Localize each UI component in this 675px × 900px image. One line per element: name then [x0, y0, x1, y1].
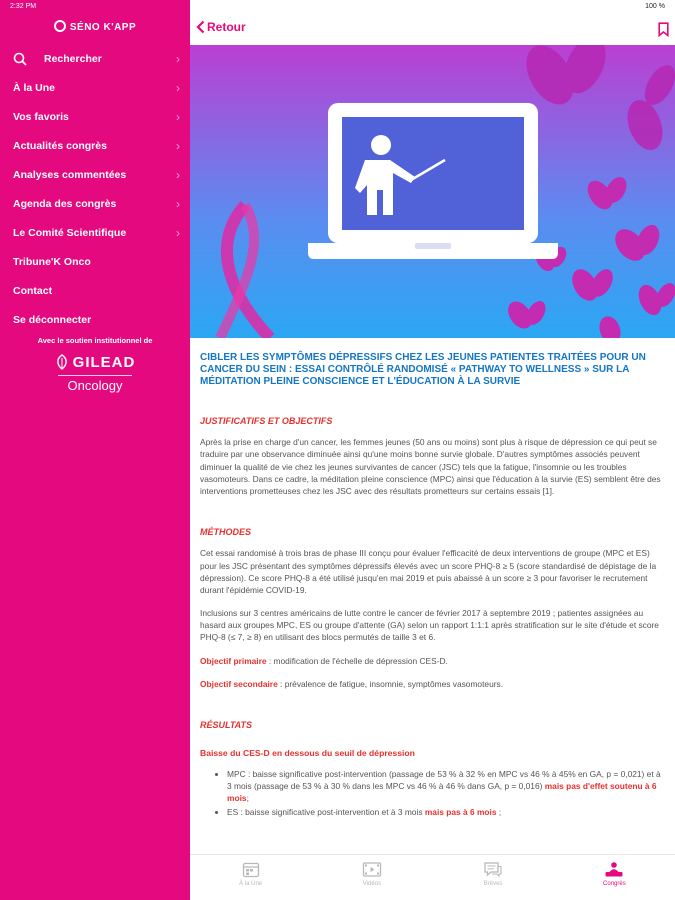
chevron-left-icon	[196, 20, 205, 34]
tab-congres[interactable]	[554, 855, 675, 900]
sidebar-item-analyses[interactable]	[0, 161, 190, 190]
tab-label: Congrès	[603, 881, 626, 887]
bullet-end: ;	[246, 793, 249, 804]
chevron-right-icon: ›	[176, 197, 180, 211]
sidebar-item-label: Tribune'K Onco	[13, 256, 91, 268]
chevron-right-icon: ›	[176, 168, 180, 182]
paragraph-methodes-1: Cet essai randomisé à trois bras de phase III conçu pour évaluer l'efficacité de deux interventions de groupe (MPC et ES) pour les JSC présentant des symptômes dépressifs élevés avec un score PHQ-8 ≥ 5 (score standardisé de dépistage de la dépression). Ce score PHQ-8 a été utilisé jusqu'en mai 2019 et puis abaissé à un score ≥ 3 pour favoriser le recrutement durant l'épidémie COVID-19.	[200, 548, 657, 596]
sidebar-item-tribune[interactable]	[0, 248, 190, 277]
support-text: Avec le soutien institutionnel de	[37, 336, 153, 345]
section-title-resultats: RÉSULTATS	[200, 719, 252, 730]
sidebar-menu	[0, 45, 190, 335]
bullet-text: MPC : baisse significative post-intervention (passage de 53 % à 32 % en MPC vs 46 % à 45% en GA, p = 0,021) et à 3 mois (passage de 53 % à 30 % dans les MPC vs 46 % à 46 % dans GA, p = 0,016)	[227, 768, 661, 791]
tab-label: Vidéos	[362, 881, 381, 887]
objective-secondary	[200, 678, 665, 690]
sidebar-item-label: Contact	[13, 285, 53, 297]
list-item	[227, 768, 665, 805]
sidebar-item-label: À la Une	[13, 82, 56, 94]
video-icon	[362, 861, 382, 878]
bullet-end: ;	[496, 807, 502, 818]
tab-videos[interactable]	[311, 855, 432, 900]
search-icon	[13, 52, 27, 66]
sidebar-item-logout[interactable]	[0, 306, 190, 335]
sidebar-item-label: Actualités congrès	[13, 140, 107, 152]
objective-secondary-label: Objectif secondaire	[200, 678, 278, 689]
status-battery: 100 %	[645, 3, 665, 10]
chevron-right-icon: ›	[176, 139, 180, 153]
chevron-right-icon: ›	[176, 110, 180, 124]
section-title-methodes: MÉTHODES	[200, 527, 252, 538]
paragraph-justifications: Après la prise en charge d'un cancer, les femmes jeunes (50 ans ou moins) sont plus à risque de dépression ce qui peut se traduire par une observance diminuée ainsi qu'une moins bonne survie globale. D'autres symptômes associés peuvent diminuer la qualité de vie chez les jeunes survivantes de cancer (JSC) tels que la fatigue, l'insomnie ou les troubles vasomoteurs. Dans ce cadre, la méditation pleine conscience (MPC) ainsi que l'éducation à la survie (ES) semblent être des interventions prometteuses chez les JSC avec des résultats prometteurs sur certains essais [1].	[200, 437, 661, 497]
sidebar	[0, 0, 190, 900]
sidebar-item-a-la-une[interactable]	[0, 74, 190, 103]
sponsor-division: Oncology	[67, 378, 123, 393]
congress-icon	[604, 861, 624, 878]
ribbon-logo-icon	[54, 20, 66, 32]
tab-label: Brèves	[483, 881, 503, 887]
teacher-laptop-illustration	[190, 45, 675, 338]
gilead-leaf-icon	[55, 354, 69, 370]
tab-bar	[190, 854, 675, 900]
back-button[interactable]	[196, 20, 246, 34]
status-time: 2:32 PM	[10, 3, 37, 10]
sidebar-item-search[interactable]	[0, 45, 190, 74]
sidebar-item-label: Se déconnecter	[13, 314, 92, 326]
sidebar-item-actualites[interactable]	[0, 132, 190, 161]
objective-primary-label: Objectif primaire	[200, 655, 267, 666]
objective-primary	[200, 655, 665, 667]
section-title-justifications: JUSTIFICATIFS ET OBJECTIFS	[200, 416, 333, 426]
tab-breves[interactable]	[433, 855, 554, 900]
bullet-highlight: mais pas à 6 mois	[424, 807, 497, 818]
article-title: CIBLER LES SYMPTÔMES DÉPRESSIFS CHEZ LES JEUNES PATIENTES TRAITÉES POUR UN CANCER DU SEIN : ESSAI CONTRÔLÉ RANDOMISÉ « PATHWAY TO WELLNESS » SUR LA MÉDITATION PLEINE CONSCIENCE ET L'ÉDUCATION À LA SURVIE	[200, 352, 646, 387]
sidebar-item-favoris[interactable]	[0, 103, 190, 132]
bookmark-icon[interactable]	[658, 22, 669, 37]
list-item	[227, 806, 665, 818]
objective-primary-text: : modification de l'échelle de dépression CES-D.	[266, 655, 448, 666]
divider	[58, 375, 132, 376]
sidebar-item-label: Le Comité Scientifique	[13, 227, 127, 239]
sidebar-item-label: Vos favoris	[13, 111, 69, 123]
article-body	[190, 338, 675, 854]
calendar-icon	[242, 861, 260, 878]
brand-logo	[0, 20, 190, 33]
sidebar-item-label: Rechercher	[44, 53, 102, 65]
bullet-highlight: mais pas d'effet soutenu à 6 mois	[227, 780, 657, 804]
chevron-right-icon: ›	[176, 81, 180, 95]
results-list	[200, 768, 665, 819]
tab-a-la-une[interactable]	[190, 855, 311, 900]
sponsor-name: GILEAD	[72, 354, 136, 371]
chevron-right-icon: ›	[176, 52, 180, 66]
back-label: Retour	[207, 20, 246, 34]
brand-name: SÉNO K'APP	[69, 22, 137, 33]
paragraph-methodes-2: Inclusions sur 3 centres américains de lutte contre le cancer de février 2017 à septembre 2019 ; patientes assignées au hasard aux groupes MPC, ES ou groupe d'attente (GA) selon un rapport 1:1:1 après stratification sur le site d'étude et score PHQ-8 (≤ 7, ≥ 8) en utilisant des blocs permutés de taille 3 et 6.	[200, 607, 659, 643]
tab-label: À la Une	[239, 881, 263, 887]
objective-secondary-text: : prévalence de fatigue, insomnie, symptômes vasomoteurs.	[277, 678, 504, 689]
chat-icon	[483, 861, 503, 878]
top-bar	[190, 14, 675, 46]
bullet-text: ES : baisse significative post-intervention et à 3 mois	[227, 807, 423, 818]
chevron-right-icon: ›	[176, 226, 180, 240]
sponsor-logo	[0, 354, 190, 393]
sidebar-item-comite[interactable]	[0, 219, 190, 248]
hero-illustration	[190, 45, 675, 338]
status-bar	[0, 0, 675, 14]
results-subtitle: Baisse du CES-D en dessous du seuil de dépression	[200, 747, 415, 758]
sidebar-item-label: Analyses commentées	[13, 169, 127, 181]
sidebar-item-label: Agenda des congrès	[13, 198, 117, 210]
sidebar-item-agenda[interactable]	[0, 190, 190, 219]
sidebar-item-contact[interactable]	[0, 277, 190, 306]
